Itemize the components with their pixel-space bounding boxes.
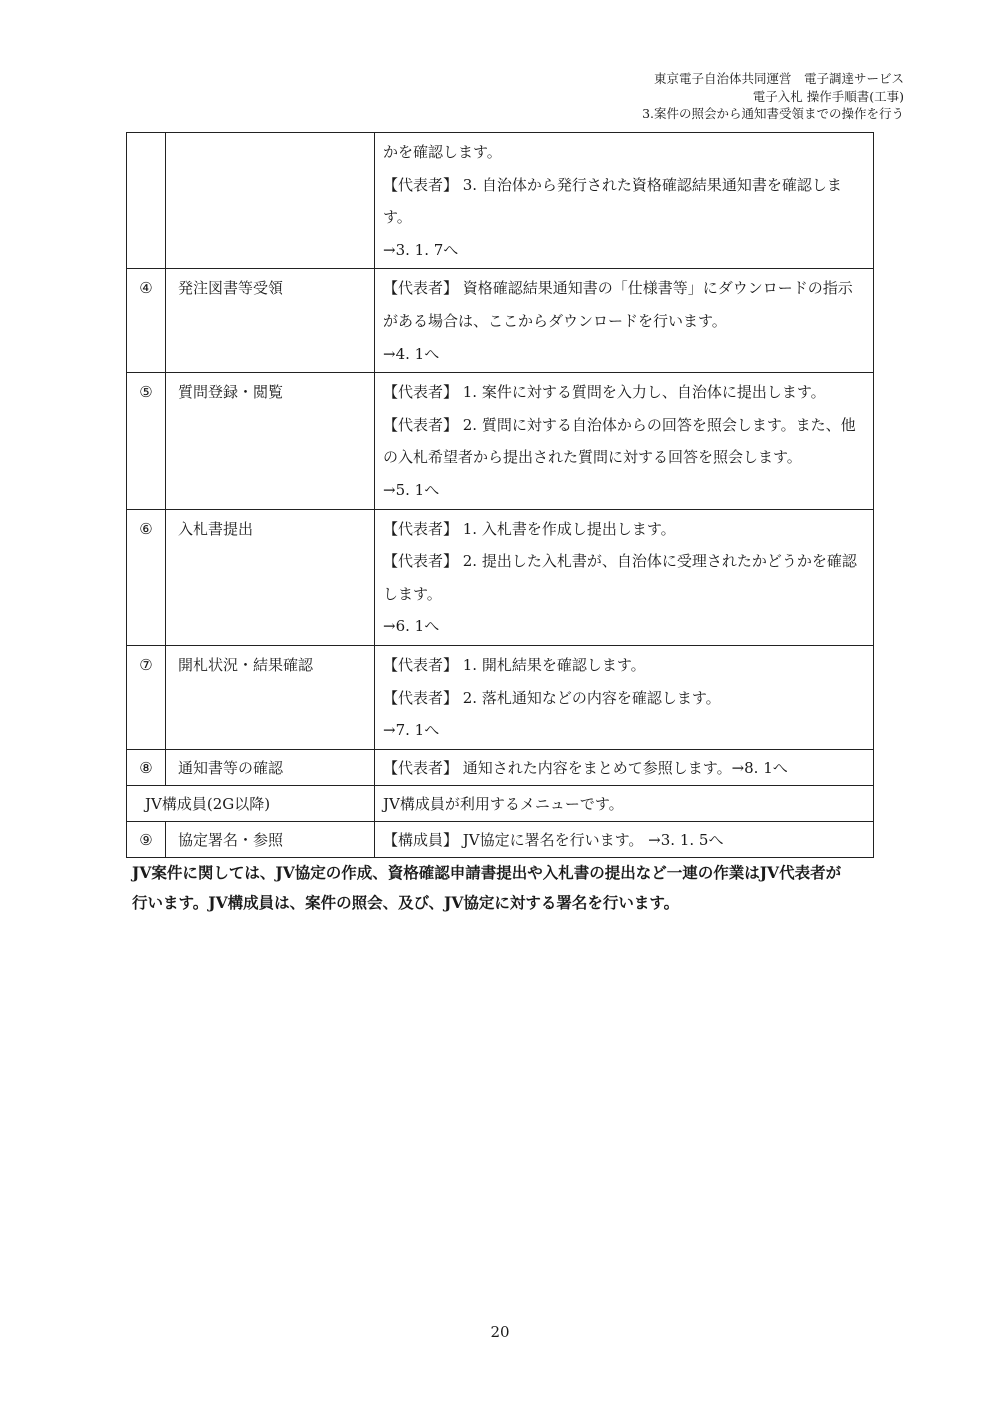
step-name-cell bbox=[166, 269, 375, 373]
table-row bbox=[127, 749, 874, 785]
page-header bbox=[642, 70, 904, 123]
step-name: 発注図書等受領 bbox=[178, 279, 284, 298]
step-name: 入札書提出 bbox=[178, 519, 254, 538]
table-row bbox=[127, 645, 874, 749]
step-name-cell bbox=[166, 509, 375, 645]
description-line: す。 bbox=[383, 208, 412, 227]
description-line: →3. 1. 7へ bbox=[383, 240, 459, 259]
procedure-table-body bbox=[127, 133, 874, 858]
step-description-cell bbox=[375, 133, 874, 269]
step-description-cell bbox=[375, 645, 874, 749]
jv-note bbox=[132, 858, 922, 918]
description-line: 【代表者】 資格確認結果通知書の「仕様書等」にダウンロードの指示 bbox=[383, 279, 853, 298]
description-line: 【代表者】 2. 質問に対する自治体からの回答を照会します。また、他 bbox=[383, 415, 856, 434]
description-line: の入札希望者から提出された質問に対する回答を照会します。 bbox=[383, 448, 802, 467]
description-line: 【代表者】 2. 落札通知などの内容を確認します。 bbox=[383, 688, 721, 707]
description-line: します。 bbox=[383, 584, 442, 603]
step-number-cell bbox=[127, 269, 166, 373]
section-label-cell bbox=[127, 785, 375, 821]
description-line: →6. 1へ bbox=[383, 617, 440, 636]
step-name: 通知書等の確認 bbox=[178, 758, 284, 777]
step-name-cell bbox=[166, 373, 375, 509]
step-number: ⑤ bbox=[139, 383, 153, 402]
description-line: 【代表者】 3. 自治体から発行された資格確認結果通知書を確認しま bbox=[383, 175, 842, 194]
jv-note-line-1: JV案件に関しては、JV協定の作成、資格確認申請書提出や入札書の提出など一連の作業はJV代表者が bbox=[132, 863, 842, 882]
step-number-cell bbox=[127, 373, 166, 509]
step-number-cell bbox=[127, 749, 166, 785]
procedure-table bbox=[126, 132, 874, 858]
step-number-cell bbox=[127, 645, 166, 749]
table-row bbox=[127, 133, 874, 269]
section-label: JV構成員(2G以降) bbox=[145, 794, 271, 813]
step-name-cell bbox=[166, 645, 375, 749]
step-number-cell bbox=[127, 509, 166, 645]
description-line: →7. 1へ bbox=[383, 721, 440, 740]
description-line: JV構成員が利用するメニューです。 bbox=[383, 794, 624, 813]
table-row bbox=[127, 785, 874, 821]
description-line: 【構成員】 JV協定に署名を行います。 →3. 1. 5へ bbox=[383, 830, 724, 849]
description-line: 【代表者】 1. 入札書を作成し提出します。 bbox=[383, 519, 676, 538]
header-chapter-title: 3.案件の照会から通知書受領までの操作を行う bbox=[642, 106, 904, 121]
page-number: 20 bbox=[490, 1323, 510, 1341]
step-number: ④ bbox=[139, 279, 153, 298]
header-manual-title: 電子入札 操作手順書(工事) bbox=[752, 88, 904, 104]
table-row bbox=[127, 373, 874, 509]
step-number: ⑥ bbox=[139, 519, 153, 538]
description-line: 【代表者】 通知された内容をまとめて参照します。→8. 1へ bbox=[383, 758, 788, 777]
description-line: かを確認します。 bbox=[383, 143, 502, 161]
table-row bbox=[127, 269, 874, 373]
step-description-cell bbox=[375, 509, 874, 645]
step-description-cell bbox=[375, 749, 874, 785]
step-name-cell bbox=[166, 133, 375, 269]
description-line: →5. 1へ bbox=[383, 480, 440, 499]
description-line: 【代表者】 1. 案件に対する質問を入力し、自治体に提出します。 bbox=[383, 383, 826, 402]
table-row bbox=[127, 509, 874, 645]
step-name: 協定署名・参照 bbox=[178, 830, 284, 849]
step-description-cell bbox=[375, 373, 874, 509]
description-line: →4. 1へ bbox=[383, 344, 440, 363]
header-service-name: 東京電子自治体共同運営 電子調達サービス bbox=[653, 71, 904, 86]
step-number: ⑨ bbox=[139, 830, 153, 849]
description-line: 【代表者】 2. 提出した入札書が、自治体に受理されたかどうかを確認 bbox=[383, 552, 857, 571]
table-row bbox=[127, 821, 874, 857]
step-description-cell bbox=[375, 785, 874, 821]
jv-note-line-2: 行います。JV構成員は、案件の照会、及び、JV協定に対する署名を行います。 bbox=[132, 893, 680, 912]
step-number-cell bbox=[127, 821, 166, 857]
step-description-cell bbox=[375, 821, 874, 857]
step-name: 開札状況・結果確認 bbox=[178, 655, 314, 674]
description-line: 【代表者】 1. 開札結果を確認します。 bbox=[383, 655, 646, 674]
step-name-cell bbox=[166, 821, 375, 857]
step-number: ⑦ bbox=[139, 655, 153, 674]
step-name: 質問登録・閲覧 bbox=[178, 383, 284, 402]
step-description-cell bbox=[375, 269, 874, 373]
step-name-cell bbox=[166, 749, 375, 785]
step-number: ⑧ bbox=[139, 758, 153, 777]
step-number-cell bbox=[127, 133, 166, 269]
description-line: がある場合は、ここからダウンロードを行います。 bbox=[383, 311, 727, 330]
